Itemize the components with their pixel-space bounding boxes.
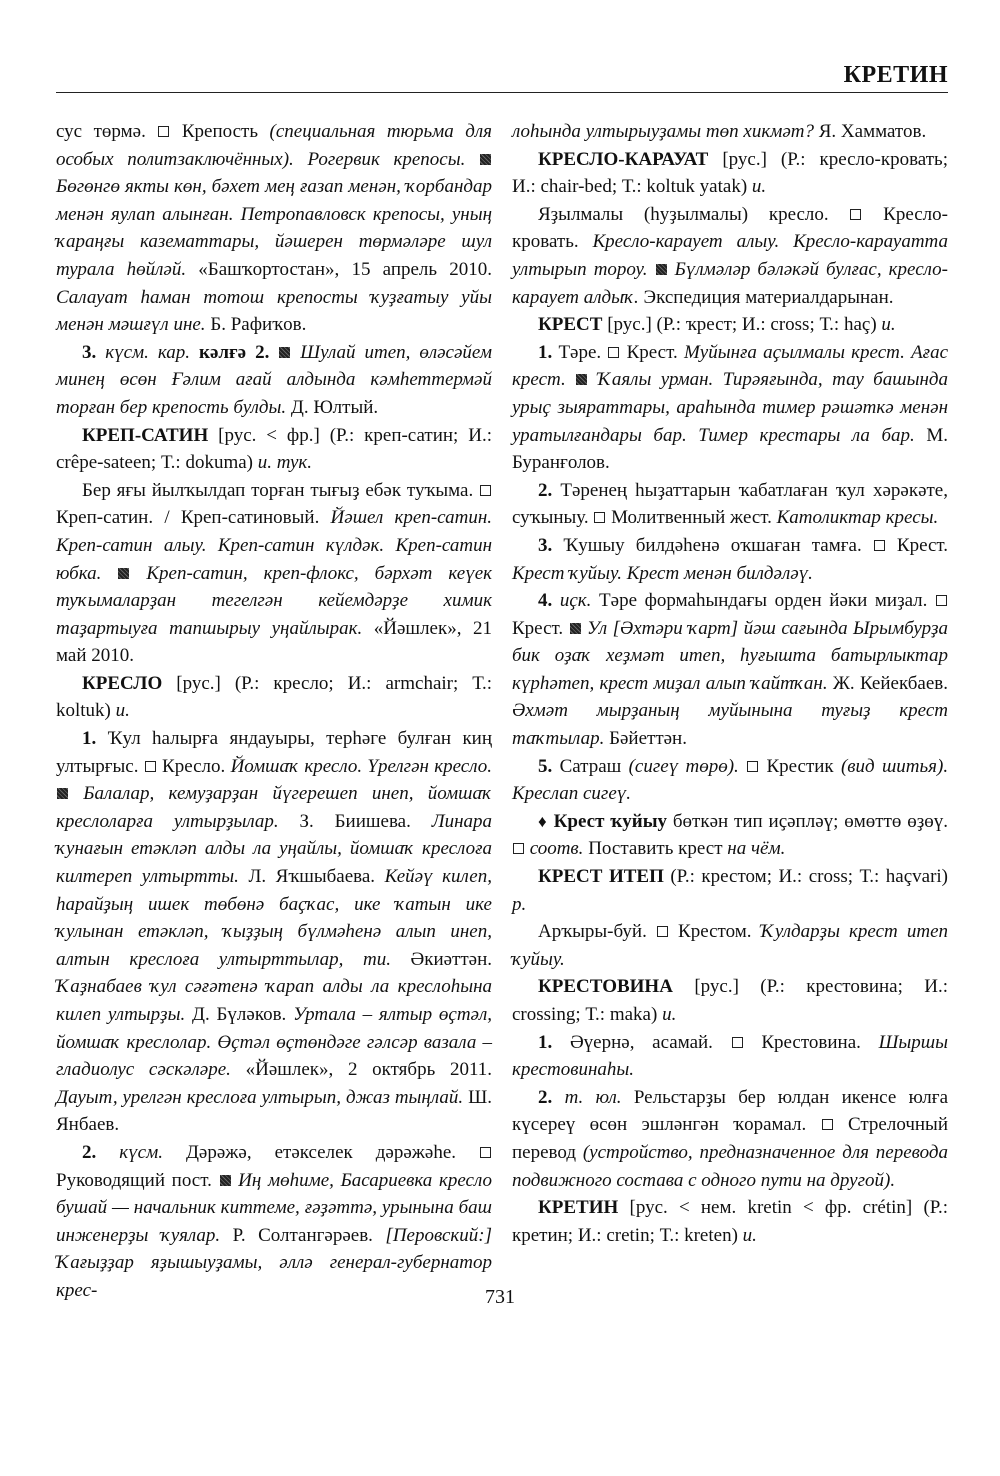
example-text: Салауат һаман тотош крепосты ҡуҙғатыу уйы менән мәшғүл ине. xyxy=(56,286,492,336)
example-text: Муйынға аҫылмалы крест. Ағас крест. xyxy=(512,341,949,391)
square-outline-icon xyxy=(594,512,605,523)
filled-square-icon xyxy=(279,347,290,358)
pos-label: и. xyxy=(742,1224,757,1246)
headword: КРЕП-САТИН xyxy=(82,424,209,446)
text: сус төрмә. xyxy=(56,121,146,142)
example-text: Крест ҡуйыу. Крест менән билдәләү. xyxy=(512,562,813,584)
square-outline-icon xyxy=(850,209,861,220)
etymology: [рус.] (Р.: ҡрест; И.: cross; Т.: haç) xyxy=(607,314,877,336)
example-text: Ҡаялы урман. Тирәяғында, тау башында урыҫ зыяраттары, араһында тимер рәшәткә менән уратылғандары бар. Тимер крестары ла бар. xyxy=(512,369,948,446)
sense xyxy=(56,477,492,670)
etymology: [рус.] (Р.: кресло; И.: armchair; Т.: koltuk) xyxy=(56,672,492,722)
pos-label: р. xyxy=(512,893,527,915)
filled-square-icon xyxy=(220,1175,231,1186)
example-text: Бөгөнгө якты көн, бәхет мең ғазап менән, ҡорбандар менән яулап алынған. Петропавловск крепосы, уның ҡараңғы казематтары, йәшерен төрмәләре шул турала һөйләй. xyxy=(56,176,492,280)
example-text: (вид шитья). Креслап сигеү. xyxy=(512,755,949,805)
italic-text: (устройство, предназначенное для перевода подвижного состава с одного пути на другой). xyxy=(512,1141,948,1191)
example-text: Балалар, кемуҙарҙан йүгерешеп инеп, йомшаҡ креслоларға ултырҙылар. xyxy=(56,783,492,832)
running-head: КРЕТИН xyxy=(843,62,948,88)
headword: КРЕСТ ИТЕП xyxy=(538,866,664,888)
definition: Әүернә, асамай. xyxy=(569,1031,713,1053)
definition: Ҡул һалырға яндауыры, терһәге булған киң ултырғыс. xyxy=(56,728,493,777)
definition: Сатраш xyxy=(559,755,622,777)
source-citation: Бәйеттән. xyxy=(609,728,687,750)
example-text: Ул [Әхтәри ҡарт] йәш сағында Ырымбурҙа бик оҙаҡ хеҙмәт итеп, һуғышта батырлыктар күрһәтеп, крест миҙал алып ҡайтҡан. xyxy=(512,617,948,694)
idiom-phrase: Крест ҡуйыу xyxy=(553,810,668,832)
filled-square-icon xyxy=(570,623,581,634)
translation: Поставить крест xyxy=(588,838,723,860)
entry-header xyxy=(512,1194,948,1249)
definition: Рельстарҙы бер юлдан икенсе юлға күсереү өсөн эшләнгән ҡорамал. xyxy=(512,1086,949,1136)
label-text: күсм. кар. xyxy=(105,341,191,363)
source-citation: Әкиәттән. xyxy=(410,948,493,970)
etymology: [рус.] (Р.: кресло-кровать; И.: chair-bed; Т.: koltuk yatak) xyxy=(512,148,948,198)
sense xyxy=(56,725,492,1139)
example-text: Линара ҡунағын етәкләп алды ла уңайлы, йомшаҡ креслоға килтереп ултыртты. xyxy=(56,810,493,888)
definition: Дәрәжә, етәкселек дәрәжәһе. xyxy=(185,1141,457,1163)
source-citation: «Башҡортостан», 15 апрель 2010. xyxy=(198,258,492,280)
headword: КРЕТИН xyxy=(538,1197,619,1219)
label-text: иҫк. xyxy=(559,590,592,612)
example-text: Шулай итеп, өләсәйем минең өсөн Ғәлим ағай алдында кәмһеттермәй торған бер крепость булды. xyxy=(56,341,493,418)
source-citation: Д. Юлтый. xyxy=(290,396,379,418)
source-citation: Б. Рафиҡов. xyxy=(210,314,307,336)
source-citation: Экспедиция материалдарынан. xyxy=(643,286,894,308)
square-outline-icon xyxy=(747,761,758,772)
entry-header xyxy=(56,422,492,477)
definition: Яҙылмалы (һуҙылмалы) кресло. xyxy=(538,203,829,225)
square-outline-icon xyxy=(822,1119,833,1130)
filled-square-icon xyxy=(656,264,667,275)
square-outline-icon xyxy=(608,347,619,358)
sense xyxy=(512,201,948,311)
entry-header xyxy=(512,146,948,201)
translation: Крестовина. xyxy=(761,1031,861,1053)
example-text: Йомшаҡ кресло. Үрелгән кресло. xyxy=(230,755,493,777)
translation: Крест. xyxy=(626,341,678,363)
entry-continuation xyxy=(512,118,948,146)
label-text: т. юл. xyxy=(564,1086,622,1108)
example-text: Әхмәт мырҙаның муйынына туғыҙ крест таҡтылар. xyxy=(512,700,948,750)
headword: КРЕСТОВИНА xyxy=(538,976,673,998)
source-citation: «Йәшлек», 2 октябрь 2011. xyxy=(245,1059,492,1081)
source-citation: Ш. Янбаев. xyxy=(56,1086,492,1136)
right-column xyxy=(512,118,948,1249)
sense-number: 3. xyxy=(538,534,553,556)
sense xyxy=(56,339,492,422)
entry-header xyxy=(56,670,492,725)
example-text: [Перовский:] Ҡағыҙҙар яҙышыуҙамы, әллә генерал-губернатор крес- xyxy=(56,1224,493,1301)
etymology: (Р.: крестом; И.: cross; Т.: haçvari) xyxy=(670,866,949,888)
definition: Бер яғы йылҡылдап торған тығыҙ ебәк туҡыма. xyxy=(82,479,474,501)
filled-square-icon xyxy=(118,568,129,579)
example-text: Дауыт, урелгән креслоға ултырып, джаз тыңлай. xyxy=(56,1086,464,1108)
example-text: Ҡулдарҙы крест итеп ҡуйыу. xyxy=(512,921,949,970)
example-text: Кресло-караует алыу. Кресло-карауатта ултырып тороу. xyxy=(512,231,948,280)
page-number: 731 xyxy=(485,1286,515,1308)
sense xyxy=(512,1084,948,1194)
sense-number: 5. xyxy=(538,755,553,777)
etymology: [рус. < нем. kretin < фр. crétin] (Р.: кретин; И.: cretin; Т.: kreten) xyxy=(512,1197,948,1246)
source-citation: Ж. Кейекбаев. xyxy=(832,672,948,694)
translation: Крест. xyxy=(512,617,564,639)
definition: Ҡушыу билдәһенә оҡшаған тамға. xyxy=(563,534,862,556)
square-outline-icon xyxy=(936,595,947,606)
sense-number: 4. xyxy=(538,590,553,612)
sense-number: 2. xyxy=(538,479,553,501)
square-outline-icon xyxy=(874,540,885,551)
example-text: Католиктар кресы. xyxy=(776,507,939,529)
sense-number: 1. xyxy=(538,1031,553,1053)
pos-label: и. xyxy=(881,314,896,336)
crossref-text: кәлғә 2. xyxy=(199,341,270,363)
header-rule xyxy=(56,92,948,93)
sense xyxy=(56,1139,492,1305)
pos-label: и. xyxy=(751,176,767,198)
pos-label: и. xyxy=(662,1004,677,1025)
example-text: Кейәү килеп, һарайҙың ишек төбөнә баҫҡас, ике ҡатын ике ҡулынан етәкләп, ҡыҙҙың бүлмәһенә алып инеп, алтын креслоға ултырттылар, ти. xyxy=(56,866,492,970)
source-citation: З. Биишева. xyxy=(299,810,411,832)
left-column xyxy=(56,118,492,1305)
headword: КРЕСЛО xyxy=(82,672,163,694)
source-citation: Р. Солтангәрәев. xyxy=(232,1224,373,1246)
square-outline-icon xyxy=(657,926,668,937)
example-text: Ҡаҙнабаев ҡул сәғәтенә ҡарап алды ла креслоһына килеп ултырҙы. xyxy=(56,976,492,1025)
text: Крепость xyxy=(181,121,258,142)
entry-header xyxy=(512,311,948,339)
diamond-icon: ♦ xyxy=(538,811,548,831)
sense xyxy=(512,339,948,477)
example-text: Йәшел креп-сатин. Креп-сатин алыу. Креп-сатин күлдәк. Креп-сатин юбка. xyxy=(56,507,492,584)
square-outline-icon xyxy=(480,1147,491,1158)
source-citation: Л. Яҡшыбаева. xyxy=(248,866,376,888)
pos-label: и. xyxy=(115,700,130,722)
headword: КРЕСЛО-КАРАУАТ xyxy=(538,148,709,170)
definition: Тәре. xyxy=(558,341,602,363)
source-citation: Д. Бүләков. xyxy=(192,1004,287,1025)
italic-text: (специальная тюрьма для особых политзаключённых). Рогервик крепосы. xyxy=(56,121,492,170)
sense xyxy=(512,918,948,973)
example-text: Бүлмәләр бәләкәй булғас, кресло-караует алдыҡ. xyxy=(512,258,948,308)
example-text: Иң мөһиме, Басариевка кресло бушай — начальник киттеме, ғәҙәттә, урынына баш инженерҙы ҡуялар. xyxy=(56,1169,492,1246)
example-text: Шыршы крестовинаһы. xyxy=(512,1031,949,1081)
entry-header xyxy=(512,973,948,1028)
sense-number: 2. xyxy=(538,1086,553,1108)
sense xyxy=(512,477,948,532)
example-text: Уртала – ялтыр өҫтәл, йомшаҡ креслолар. Өҫтәл өҫтөндәге гәлсәр вазала – гладиолус сәскәләре. xyxy=(56,1004,493,1081)
filled-square-icon xyxy=(57,788,68,799)
translation: Крестом. xyxy=(678,921,752,943)
translation: Молитвенный жест. xyxy=(611,507,772,529)
translation: Кресло. xyxy=(162,755,226,777)
filled-square-icon xyxy=(480,154,491,165)
square-outline-icon xyxy=(158,126,169,137)
translation: Кресло-кровать. xyxy=(512,203,948,253)
sense xyxy=(512,753,948,808)
translation: Крестик xyxy=(766,755,834,777)
entry-header xyxy=(512,863,948,918)
square-outline-icon xyxy=(480,485,491,496)
translation: Крест. xyxy=(896,534,949,556)
source-citation: М. Буранғолов. xyxy=(512,424,949,474)
entry-continuation xyxy=(56,118,492,339)
example-text: лоһында ултырыуҙамы төп хикмәт? xyxy=(512,121,814,142)
square-outline-icon xyxy=(513,843,524,854)
sense xyxy=(512,1029,948,1084)
pos-label: и. тук. xyxy=(257,452,313,474)
sense-number: 2. xyxy=(82,1141,97,1163)
definition: Тәре формаһындағы орден йәки миҙал. xyxy=(599,590,928,612)
example-text: Креп-сатин, креп-флокс, бәрхәт кеүек туҡымаларҙан тегелгән кейемдәрҙе химик таҙартыуға тапшырыу уңайлырак. xyxy=(56,562,493,639)
square-outline-icon xyxy=(732,1037,743,1048)
sense-number: 3. xyxy=(82,341,97,363)
translation: Креп-сатин. / Креп-сатиновый. xyxy=(56,507,320,529)
translation: Стрелочный перевод xyxy=(512,1114,948,1163)
italic-text: на чём. xyxy=(727,838,786,860)
sense-number: 1. xyxy=(82,728,97,750)
sense xyxy=(512,532,948,587)
sense-number: 1. xyxy=(538,341,553,363)
label-text: соотв. xyxy=(529,838,584,860)
sense xyxy=(512,587,948,753)
definition: Тәренең һыҙаттарын ҡабатлаған ҡул хәрәкәте, суҡыныу. xyxy=(512,479,948,529)
definition: Арҡыры-буй. xyxy=(538,921,647,943)
definition: бөткән тип иҫәпләү; өмөттө өҙөү. xyxy=(672,810,949,832)
source-citation: «Йәшлек», 21 май 2010. xyxy=(56,617,492,667)
idiom xyxy=(512,808,948,863)
etymology: [рус. < фр.] (Р.: креп-сатин; И.: crêpe-sateen; Т.: dokuma) xyxy=(56,424,492,474)
translation: Руководящий пост. xyxy=(56,1169,212,1191)
source-citation: Я. Хамматов. xyxy=(818,121,927,142)
italic-text: (сигеү төрө). xyxy=(628,755,739,777)
square-outline-icon xyxy=(145,761,156,772)
etymology: [рус.] (Р.: крестовина; И.: crossing; Т.: maka) xyxy=(512,976,949,1025)
headword: КРЕСТ xyxy=(538,314,603,336)
label-text: күсм. xyxy=(119,1141,163,1163)
filled-square-icon xyxy=(576,374,587,385)
